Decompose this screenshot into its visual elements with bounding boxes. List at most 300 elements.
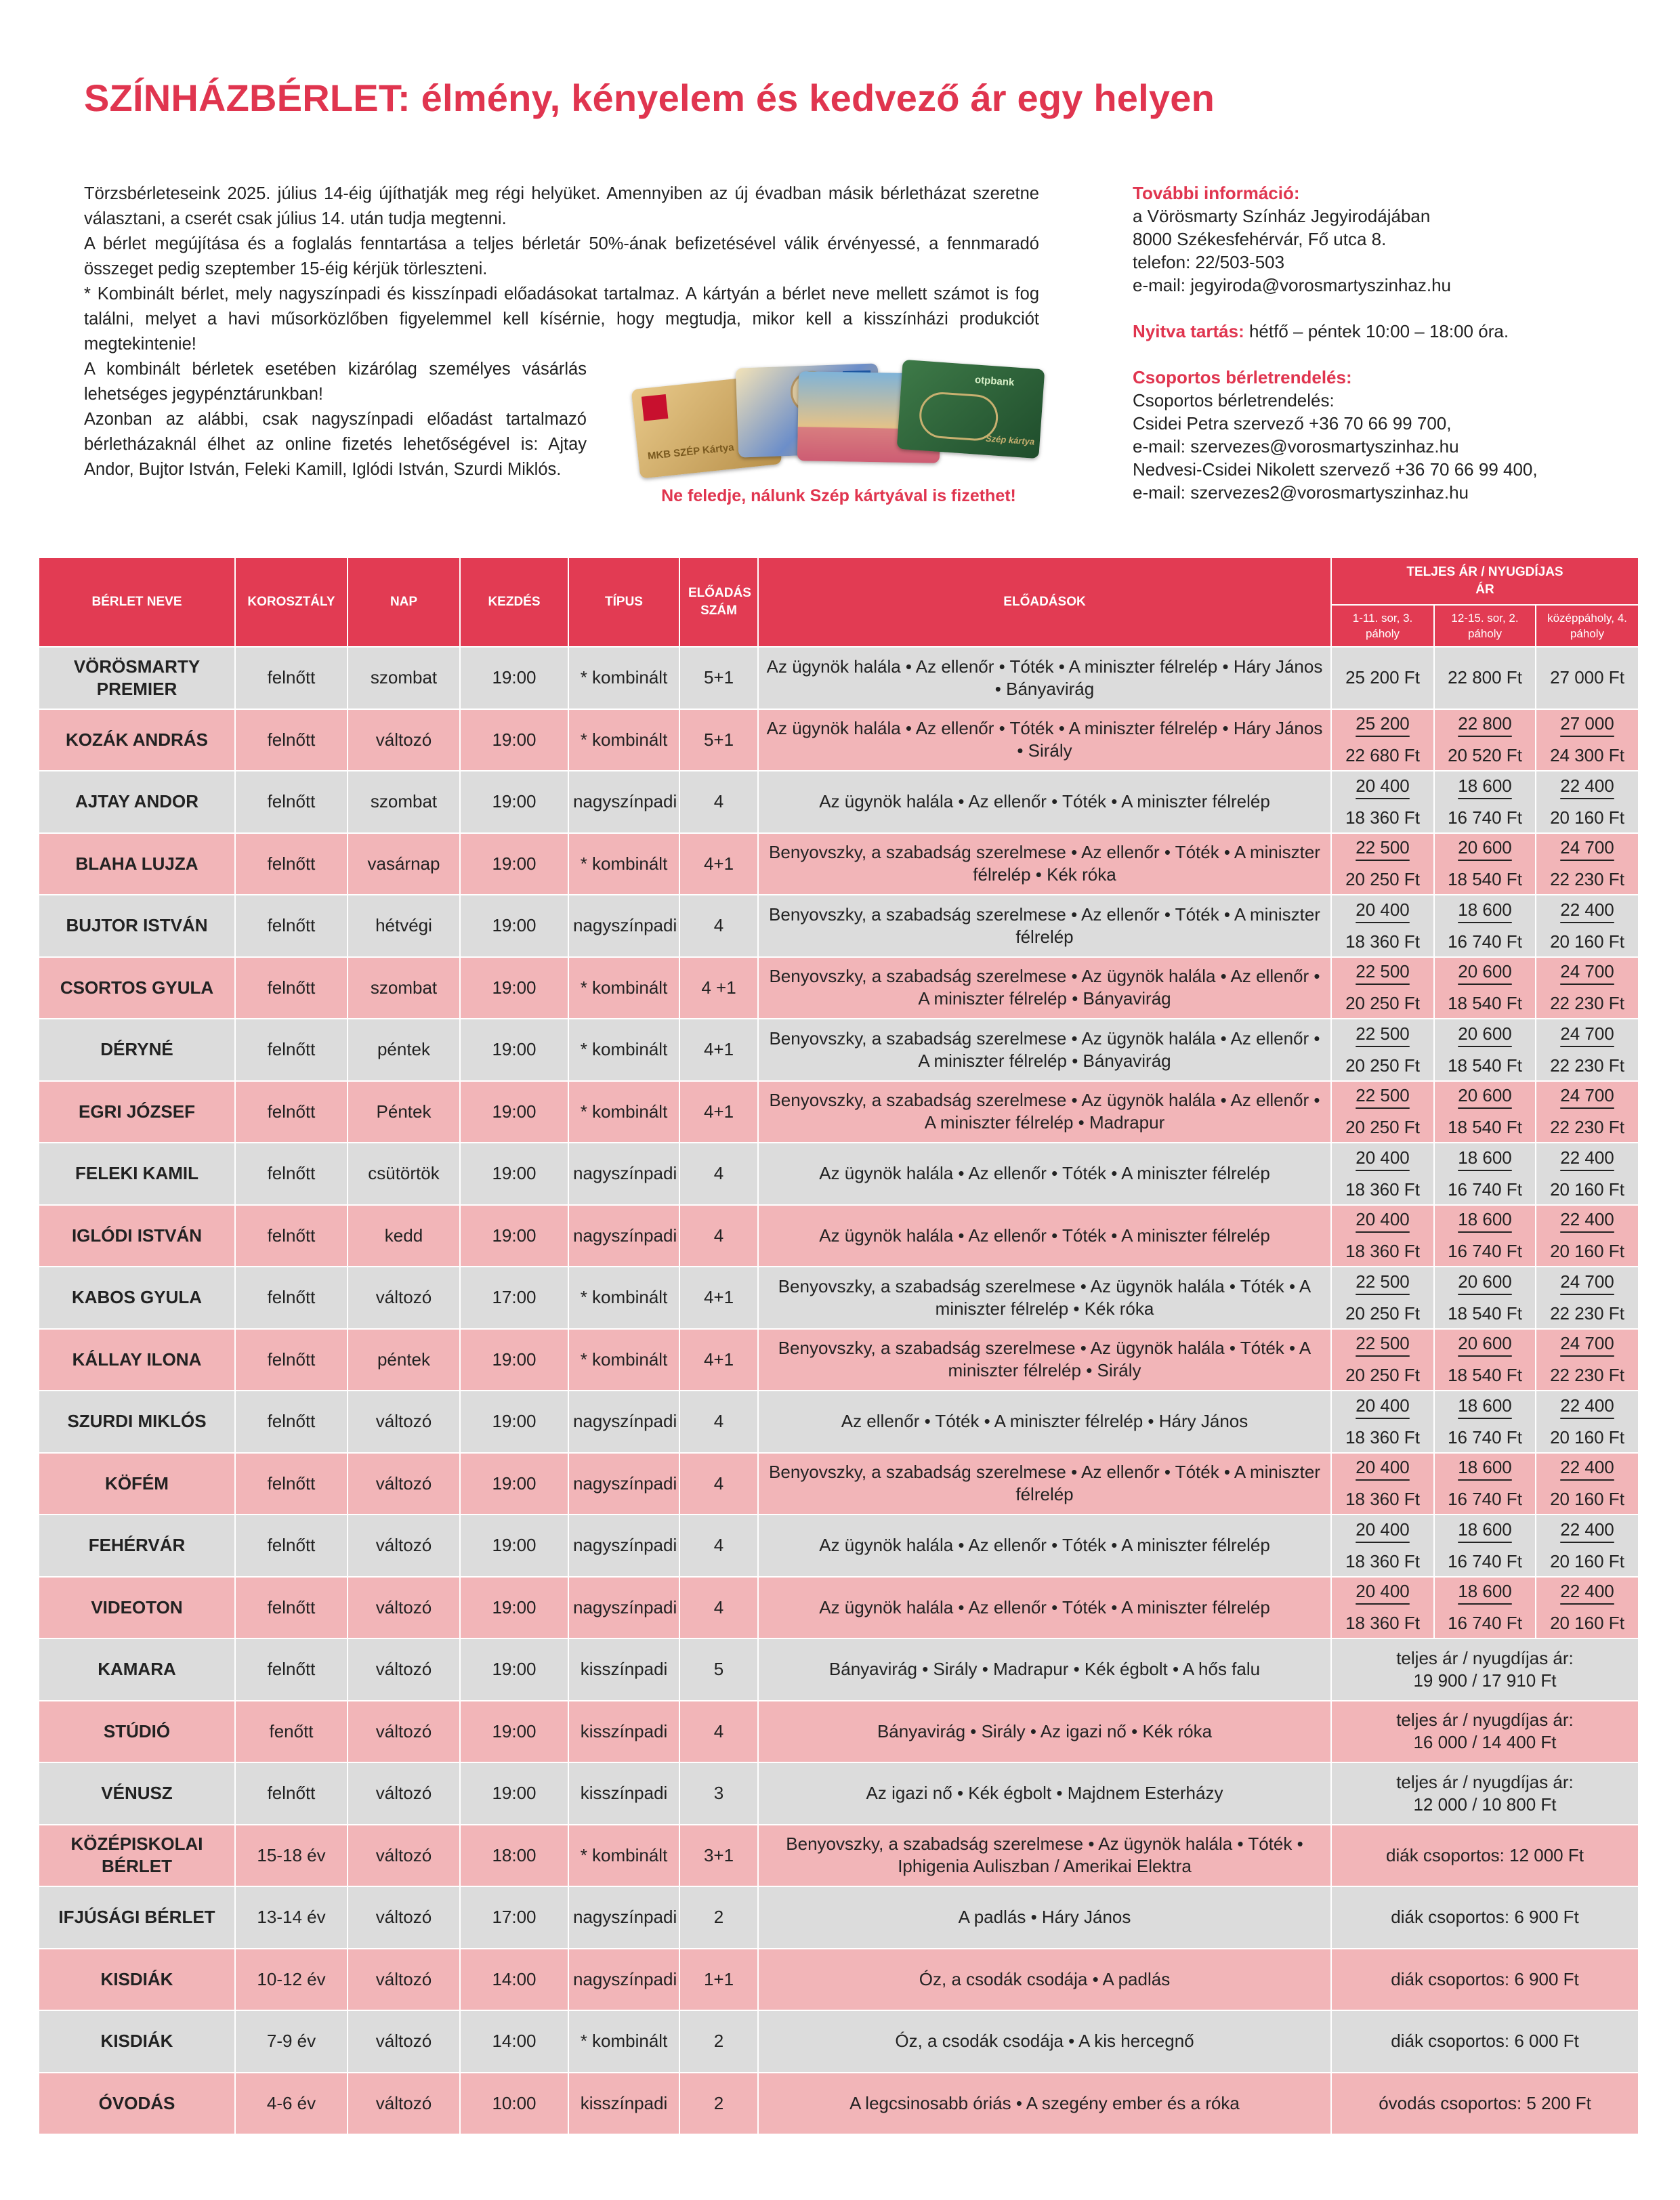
info-line: 8000 Székesfehérvár, Fő utca 8. [1133,229,1387,249]
performance-count: 5 [679,1638,758,1701]
price-p2 [1434,1081,1536,1143]
day: változó [348,1515,460,1577]
start-time: 19:00 [460,771,568,833]
full-price: 24 700 [1560,1085,1614,1106]
performance-count: 4 [679,771,758,833]
price-p3 [1536,1081,1639,1143]
performance-count: 4 [679,1143,758,1205]
start-time: 19:00 [460,1205,568,1267]
start-time: 19:00 [460,647,568,709]
full-price: 18 600 [1458,1209,1512,1230]
performance-count: 2 [679,2010,758,2073]
ticket-type: * kombinált [568,1081,679,1143]
start-time: 19:00 [460,957,568,1019]
pensioner-price: 24 300 Ft [1550,745,1624,766]
table-row [39,1081,1639,1143]
full-price: 20 400 [1356,1209,1410,1230]
table-row [39,1886,1639,1949]
ticket-type: kisszínpadi [568,1701,679,1763]
pensioner-price: 18 360 Ft [1345,1489,1420,1510]
ticket-type: * kombinált [568,957,679,1019]
age-group: felnőtt [235,1143,348,1205]
pensioner-price: 22 230 Ft [1550,1117,1624,1138]
group-contact: Nedvesi-Csidei Nikolett szervező +36 70 66 99 400, [1133,459,1538,480]
ticket-type: kisszínpadi [568,1762,679,1825]
day: változó [348,1267,460,1329]
full-price: 20 400 [1356,1457,1410,1478]
price-p3 [1536,1391,1639,1453]
day: hétvégi [348,895,460,957]
ticket-type: kisszínpadi [568,2073,679,2135]
info-email[interactable]: e-mail: jegyiroda@vorosmartyszinhaz.hu [1133,275,1452,295]
group-price: diák csoportos: 12 000 Ft [1331,1825,1639,1887]
price-p1 [1331,1577,1434,1639]
ticket-type: nagyszínpadi [568,1949,679,2011]
ticket-name: KISDIÁK [39,1949,235,2011]
full-price: 20 600 [1458,1271,1512,1292]
group-email[interactable]: e-mail: szervezes@vorosmartyszinhaz.hu [1133,436,1459,457]
full-price: 22 400 [1560,1519,1614,1540]
full-price: 22 400 [1560,1209,1614,1230]
full-price: 22 400 [1560,1395,1614,1416]
opening-hours [1133,320,1620,343]
day: változó [348,1825,460,1887]
full-price: 22 800 [1458,713,1512,734]
performances: Benyovszky, a szabadság szerelmese • Az ügynök halála • Tóték • A miniszter félrelép • Kék róka [758,1267,1331,1329]
full-price: 20 600 [1458,837,1512,858]
price-p3 [1536,1577,1639,1639]
price-p1 [1331,1329,1434,1391]
full-price: 24 700 [1560,1271,1614,1292]
price-label: teljes ár / nyugdíjas ár: [1396,1647,1574,1668]
full-price: 20 400 [1356,1395,1410,1416]
card-label: MKB SZÉP Kártya [647,441,735,463]
group-email[interactable]: e-mail: szervezes2@vorosmartyszinhaz.hu [1133,482,1469,503]
intro-paragraph: Törzsbérleteseink 2025. július 14-éig újíthatják meg régi helyüket. Amennyiben az új évadban másik bérletházat szeretne választani, a cserét csak július 14. után tudja megtenni. [84,184,1039,228]
price-value: 19 900 / 17 910 Ft [1413,1670,1557,1691]
price-p3 [1536,1143,1639,1205]
age-group: felnőtt [235,1453,348,1515]
day: szombat [348,647,460,709]
ticket-name: KABOS GYULA [39,1267,235,1329]
full-price: 22 400 [1560,1581,1614,1602]
price-p1 [1331,957,1434,1019]
price-p1 [1331,1391,1434,1453]
price-p3 [1536,1019,1639,1081]
price-label: teljes ár / nyugdíjas ár: [1396,1710,1574,1731]
day: változó [348,1638,460,1701]
ticket-name: KOZÁK ANDRÁS [39,709,235,771]
full-price: 25 200 [1356,713,1410,734]
header-age: KOROSZTÁLY [235,557,348,647]
price-p3 [1536,709,1639,771]
intro-paragraph: A bérlet megújítása és a foglalás fenntartása a teljes bérletár 50%-ának befizetésével válik érvényessé, a fennmaradó összeget pedig szeptember 15-éig kérjük törleszteni. [84,234,1039,278]
full-price: 18 600 [1458,1457,1512,1478]
price-p3 [1536,833,1639,895]
performance-count: 4+1 [679,1019,758,1081]
day: péntek [348,1019,460,1081]
performance-count: 4 [679,1205,758,1267]
day: változó [348,1453,460,1515]
performance-count: 4+1 [679,1267,758,1329]
performances: Óz, a csodák csodája • A kis hercegnő [758,2010,1331,2073]
day: változó [348,1701,460,1763]
ticket-name: VÖRÖSMARTY PREMIER [39,647,235,709]
table-row [39,1762,1639,1825]
full-price: 24 700 [1560,837,1614,858]
pensioner-price: 20 250 Ft [1345,1365,1420,1386]
full-price: 22 400 [1560,1457,1614,1478]
price-value: 12 000 / 10 800 Ft [1413,1794,1557,1815]
performances: Benyovszky, a szabadság szerelmese • Az ügynök halála • Az ellenőr • A miniszter félrelép • Bányavirág [758,1019,1331,1081]
price-p2 [1434,1577,1536,1639]
age-group: felnőtt [235,1081,348,1143]
full-price: 24 700 [1560,961,1614,982]
table-row [39,1949,1639,2011]
table-row [39,1515,1639,1577]
pensioner-price: 18 360 Ft [1345,1550,1420,1571]
table-row [39,771,1639,833]
ticket-name: KAMARA [39,1638,235,1701]
start-time: 17:00 [460,1267,568,1329]
header-price-tier-1: 1-11. sor, 3. páholy [1331,605,1434,647]
group-price: diák csoportos: 6 000 Ft [1331,2010,1639,2073]
pensioner-price: 20 160 Ft [1550,807,1624,828]
age-group: felnőtt [235,1267,348,1329]
ticket-type: nagyszínpadi [568,1143,679,1205]
start-time: 19:00 [460,1638,568,1701]
price-p1 [1331,1143,1434,1205]
start-time: 19:00 [460,833,568,895]
ticket-type: * kombinált [568,647,679,709]
pensioner-price: 16 740 Ft [1448,1179,1522,1200]
pensioner-price: 20 250 Ft [1345,1117,1420,1138]
pensioner-price: 20 160 Ft [1550,1550,1624,1571]
full-price: 22 500 [1356,961,1410,982]
price-p2 [1434,1019,1536,1081]
performances: Benyovszky, a szabadság szerelmese • Az ügynök halála • Az ellenőr • A miniszter félrelép • Madrapur [758,1081,1331,1143]
ticket-type: * kombinált [568,1019,679,1081]
table-row [39,1019,1639,1081]
pensioner-price: 22 230 Ft [1550,993,1624,1014]
combined-price [1331,1701,1639,1763]
performances: Az ügynök halála • Az ellenőr • Tóték • A miniszter félrelép [758,1515,1331,1577]
age-group: fenőtt [235,1701,348,1763]
pensioner-price: 18 360 Ft [1345,931,1420,952]
age-group: felnőtt [235,771,348,833]
full-price: 24 700 [1560,1023,1614,1044]
performances: A padlás • Háry János [758,1886,1331,1949]
ticket-type: kisszínpadi [568,1638,679,1701]
performances: Benyovszky, a szabadság szerelmese • Az ellenőr • Tóték • A miniszter félrelép • Kék róka [758,833,1331,895]
header-count: ELŐADÁS SZÁM [679,557,758,647]
pensioner-price: 22 230 Ft [1550,869,1624,890]
price-p1 [1331,1081,1434,1143]
season-ticket-table [38,557,1639,2135]
start-time: 19:00 [460,1701,568,1763]
pensioner-price: 20 160 Ft [1550,1613,1624,1634]
full-price: 22 400 [1560,775,1614,796]
card-label: otpbank [974,374,1015,389]
table-row [39,1825,1639,1887]
header-price-tier-2: 12-15. sor, 2. páholy [1434,605,1536,647]
start-time: 17:00 [460,1886,568,1949]
full-price: 20 600 [1458,1333,1512,1354]
age-group: 4-6 év [235,2073,348,2135]
table-row [39,895,1639,957]
day: péntek [348,1329,460,1391]
table-row [39,1205,1639,1267]
performances: Benyovszky, a szabadság szerelmese • Az ellenőr • Tóték • A miniszter félrelép [758,895,1331,957]
pensioner-price: 20 160 Ft [1550,1241,1624,1262]
performance-count: 4 [679,895,758,957]
age-group: felnőtt [235,647,348,709]
age-group: felnőtt [235,1577,348,1639]
pensioner-price: 18 540 Ft [1448,869,1522,890]
day: vasárnap [348,833,460,895]
start-time: 19:00 [460,1019,568,1081]
price-value: 16 000 / 14 400 Ft [1413,1732,1557,1753]
full-price: 22 400 [1560,899,1614,920]
ticket-type: * kombinált [568,709,679,771]
ticket-name: BLAHA LUJZA [39,833,235,895]
ticket-name: IGLÓDI ISTVÁN [39,1205,235,1267]
start-time: 18:00 [460,1825,568,1887]
table-row [39,1329,1639,1391]
performance-count: 3 [679,1762,758,1825]
price-p1 [1331,1453,1434,1515]
pensioner-price: 16 740 Ft [1448,1489,1522,1510]
table-row [39,833,1639,895]
day: változó [348,1762,460,1825]
combined-price [1331,1762,1639,1825]
header-price: TELJES ÁR / NYUGDÍJAS ÁR [1331,557,1639,605]
pensioner-price: 18 360 Ft [1345,1179,1420,1200]
ticket-name: VÉNUSZ [39,1762,235,1825]
full-price: 18 600 [1458,1395,1512,1416]
price-p2 [1434,895,1536,957]
performance-count: 4 [679,1577,758,1639]
szep-card-otp [897,360,1045,459]
card-label: Szép kártya [985,433,1035,447]
performances: Az ügynök halála • Az ellenőr • Tóték • A miniszter félrelép • Háry János • Sirály [758,709,1331,771]
table-row [39,1391,1639,1453]
price-p2 [1434,1143,1536,1205]
opening-hours-label: Nyitva tartás: [1133,321,1244,341]
performances: Az ügynök halála • Az ellenőr • Tóték • A miniszter félrelép [758,771,1331,833]
performances: Benyovszky, a szabadság szerelmese • Az ügynök halála • Tóték • A miniszter félrelép • Sirály [758,1329,1331,1391]
group-heading: Csoportos bérletrendelés: [1133,367,1352,387]
pensioner-price: 22 680 Ft [1345,745,1420,766]
ticket-type: * kombinált [568,2010,679,2073]
performance-count: 3+1 [679,1825,758,1887]
pensioner-price: 18 540 Ft [1448,1365,1522,1386]
price-p1 [1331,1515,1434,1577]
pensioner-price: 20 160 Ft [1550,1489,1624,1510]
ticket-name: STÚDIÓ [39,1701,235,1763]
day: változó [348,1577,460,1639]
price-p2 [1434,1205,1536,1267]
pensioner-price: 18 540 Ft [1448,993,1522,1014]
full-price: 20 400 [1356,1581,1410,1602]
start-time: 14:00 [460,2010,568,2073]
ticket-name: KÖZÉPISKOLAI BÉRLET [39,1825,235,1887]
pensioner-price: 18 360 Ft [1345,1613,1420,1634]
start-time: 19:00 [460,1143,568,1205]
price-p3 [1536,1205,1639,1267]
mkb-logo-icon [642,394,669,421]
performances: Az ügynök halála • Az ellenőr • Tóték • A miniszter félrelép • Háry János • Bányavirág [758,647,1331,709]
group-contact: Csidei Petra szervező +36 70 66 99 700, [1133,413,1452,433]
ticket-type: nagyszínpadi [568,895,679,957]
pensioner-price: 20 160 Ft [1550,931,1624,952]
full-price: 18 600 [1458,1519,1512,1540]
table-row [39,1577,1639,1639]
performance-count: 4 [679,1391,758,1453]
header-day: NAP [348,557,460,647]
start-time: 14:00 [460,1949,568,2011]
page-title: SZÍNHÁZBÉRLET: élmény, kényelem és kedvező ár egy helyen [84,77,1215,119]
performances: Benyovszky, a szabadság szerelmese • Az ügynök halála • Tóték • Iphigenia Auliszban / Amerikai Elektra [758,1825,1331,1887]
szep-card-note: Ne feledje, nálunk Szép kártyával is fizethet! [661,486,1016,505]
table-row [39,1267,1639,1329]
header-price-tier-3: középpáholy, 4. páholy [1536,605,1639,647]
full-price: 18 600 [1458,899,1512,920]
full-price: 22 500 [1356,1271,1410,1292]
age-group: felnőtt [235,1205,348,1267]
performances: A legcsinosabb óriás • A szegény ember és a róka [758,2073,1331,2135]
price-p1 [1331,771,1434,833]
szep-cards-image [635,359,1049,481]
full-price: 20 600 [1458,1023,1512,1044]
price-p3 [1536,895,1639,957]
day: kedd [348,1205,460,1267]
opening-hours-text: hétfő – péntek 10:00 – 18:00 óra. [1244,321,1509,341]
ticket-type: nagyszínpadi [568,1391,679,1453]
performance-count: 2 [679,1886,758,1949]
table-row [39,647,1639,709]
price-p3 [1536,771,1639,833]
pensioner-price: 20 520 Ft [1448,745,1522,766]
performances: Bányavirág • Sirály • Az igazi nő • Kék róka [758,1701,1331,1763]
day: szombat [348,771,460,833]
performance-count: 4 [679,1701,758,1763]
age-group: 15-18 év [235,1825,348,1887]
ticket-name: KÖFÉM [39,1453,235,1515]
header-name: BÉRLET NEVE [39,557,235,647]
price-p3 [1536,647,1639,709]
full-price: 22 800 Ft [1448,667,1522,688]
performances: Az ügynök halála • Az ellenőr • Tóték • A miniszter félrelép [758,1577,1331,1639]
price-p2 [1434,1515,1536,1577]
performances: Benyovszky, a szabadság szerelmese • Az ellenőr • Tóték • A miniszter félrelép [758,1453,1331,1515]
age-group: felnőtt [235,1515,348,1577]
performance-count: 5+1 [679,709,758,771]
table-row [39,1453,1639,1515]
table-row [39,2010,1639,2073]
full-price: 20 600 [1458,1085,1512,1106]
ticket-name: DÉRYNÉ [39,1019,235,1081]
pensioner-price: 16 740 Ft [1448,1550,1522,1571]
price-p1 [1331,709,1434,771]
price-p2 [1434,957,1536,1019]
pensioner-price: 16 740 Ft [1448,1426,1522,1447]
full-price: 18 600 [1458,1581,1512,1602]
performance-count: 4 +1 [679,957,758,1019]
pensioner-price: 20 250 Ft [1345,993,1420,1014]
pensioner-price: 16 740 Ft [1448,931,1522,952]
full-price: 22 500 [1356,837,1410,858]
ticket-type: nagyszínpadi [568,1577,679,1639]
full-price: 20 400 [1356,775,1410,796]
ticket-name: BUJTOR ISTVÁN [39,895,235,957]
price-p1 [1331,833,1434,895]
intro-paragraph: A kombinált bérletek esetében kizárólag személyes vásárlás lehetséges jegypénztárunkban! [84,360,587,404]
performances: Az ügynök halála • Az ellenőr • Tóték • A miniszter félrelép [758,1143,1331,1205]
info-heading: További információ: [1133,183,1300,203]
age-group: felnőtt [235,1762,348,1825]
ticket-type: nagyszínpadi [568,1515,679,1577]
ticket-type: * kombinált [568,1825,679,1887]
performances: Az igazi nő • Kék égbolt • Majdnem Esterházy [758,1762,1331,1825]
group-line: Csoportos bérletrendelés: [1133,390,1335,410]
day: Péntek [348,1081,460,1143]
pensioner-price: 18 360 Ft [1345,1426,1420,1447]
full-price: 20 400 [1356,899,1410,920]
full-price: 20 600 [1458,961,1512,982]
day: változó [348,1391,460,1453]
age-group: felnőtt [235,1019,348,1081]
price-p3 [1536,1453,1639,1515]
table-row [39,709,1639,771]
full-price: 18 600 [1458,775,1512,796]
performances: Az ügynök halála • Az ellenőr • Tóték • A miniszter félrelép [758,1205,1331,1267]
info-line: a Vörösmarty Színház Jegyirodájában [1133,206,1431,226]
start-time: 19:00 [460,895,568,957]
price-p3 [1536,957,1639,1019]
full-price: 22 500 [1356,1333,1410,1354]
pensioner-price: 20 250 Ft [1345,869,1420,890]
pensioner-price: 22 230 Ft [1550,1303,1624,1324]
header-performances: ELŐADÁSOK [758,557,1331,647]
price-p1 [1331,1267,1434,1329]
age-group: felnőtt [235,1329,348,1391]
performance-count: 5+1 [679,647,758,709]
day: változó [348,709,460,771]
pensioner-price: 18 360 Ft [1345,807,1420,828]
age-group: felnőtt [235,957,348,1019]
intro-paragraph: Azonban az alábbi, csak nagyszínpadi előadást tartalmazó bérletházaknál élhet az online fizetés lehetőségével is: Ajtay Andor, Bujtor István, Feleki Kamill, Iglódi István, Szurdi Miklós. [84,410,587,479]
price-p2 [1434,1453,1536,1515]
ticket-name: AJTAY ANDOR [39,771,235,833]
group-price: diák csoportos: 6 900 Ft [1331,1949,1639,2011]
full-price: 25 200 Ft [1345,667,1420,688]
full-price: 27 000 [1560,713,1614,734]
ticket-type: nagyszínpadi [568,771,679,833]
pensioner-price: 16 740 Ft [1448,807,1522,828]
age-group: felnőtt [235,833,348,895]
price-p2 [1434,1391,1536,1453]
ticket-type: * kombinált [568,1329,679,1391]
price-p2 [1434,709,1536,771]
start-time: 19:00 [460,1453,568,1515]
pensioner-price: 16 740 Ft [1448,1613,1522,1634]
price-p1 [1331,647,1434,709]
performance-count: 4 [679,1515,758,1577]
full-price: 20 400 [1356,1519,1410,1540]
performances: Óz, a csodák csodája • A padlás [758,1949,1331,2011]
combined-price [1331,1638,1639,1701]
